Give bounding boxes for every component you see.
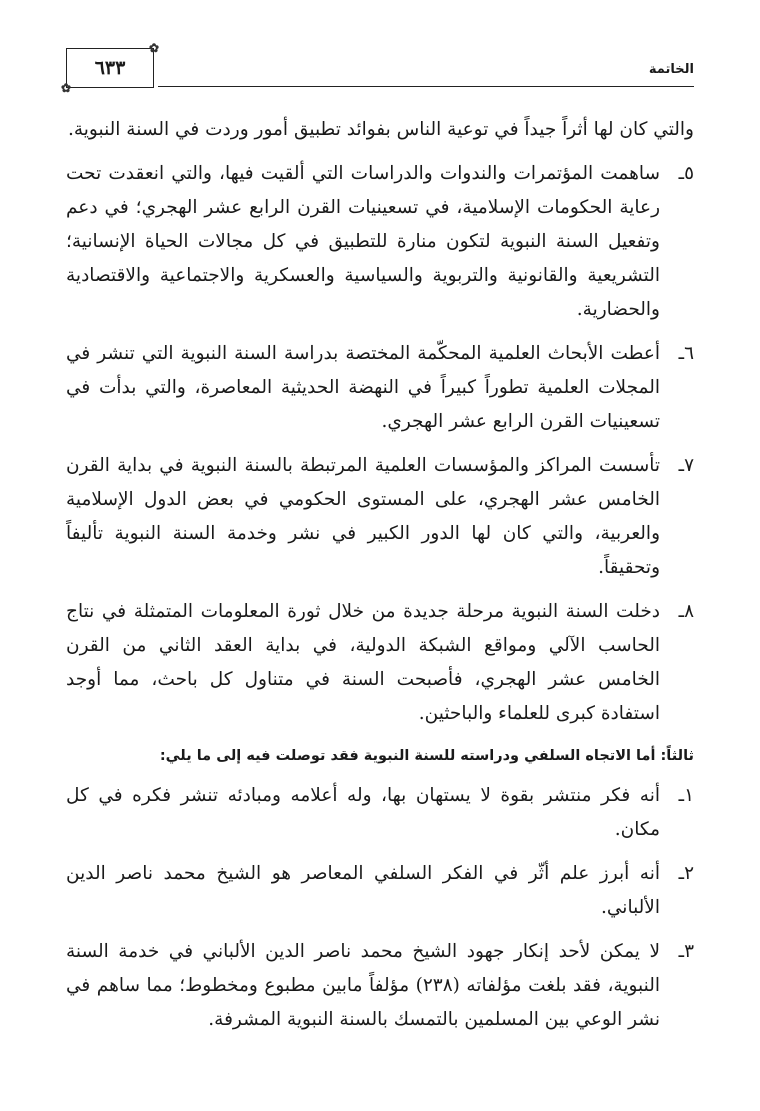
item-number: ١ـ: [678, 785, 694, 806]
item-text: تأسست المراكز والمؤسسات العلمية المرتبطة بالسنة النبوية في بداية القرن الخامس عشر الهجري، على المستوى الحكومي في بعض الدول الإسلامية والعربية، والتي كان لها الدور الكبير في نشر وخدمة السنة النبوية تأليفاً وتحقيقاً.: [66, 455, 660, 578]
item-number: ٨ـ: [678, 601, 694, 622]
page-number-box: [61, 41, 159, 95]
list-item: [66, 157, 694, 327]
item-number: ٥ـ: [678, 163, 694, 184]
item-text: أنه فكر منتشر بقوة لا يستهان بها، وله أعلامه ومبادئه تنشر فكره في كل مكان.: [66, 785, 660, 840]
list-item: [66, 779, 694, 847]
list-item: [66, 337, 694, 439]
item-number: ٧ـ: [678, 455, 694, 476]
list-item: [66, 595, 694, 731]
chapter-title: الخاتمة: [648, 62, 694, 77]
item-text: أعطت الأبحاث العلمية المحكّمة المختصة بدراسة السنة النبوية التي تنشر في المجلات العلمية تطوراً كبيراً في النهضة الحديثية المعاصرة، والتي بدأت في تسعينيات القرن الرابع عشر الهجري.: [66, 343, 660, 432]
item-text: دخلت السنة النبوية مرحلة جديدة من خلال ثورة المعلومات المتمثلة في نتاج الحاسب الآلي ومواقع الشبكة الدولية، في بداية العقد الثاني من القرن الخامس عشر الهجري، فأصبحت السنة في متناول كل باحث، مما أوجد استفادة كبرى للعلماء والباحثين.: [66, 601, 660, 724]
header-divider: [158, 86, 694, 87]
item-number: ٣ـ: [678, 941, 694, 962]
corner-ornament-icon: ✿: [61, 81, 72, 95]
item-number: ٢ـ: [678, 863, 694, 884]
page-number: ٦٣٣: [94, 57, 126, 79]
page-body: [66, 113, 694, 1047]
item-text: لا يمكن لأحد إنكار جهود الشيخ محمد ناصر الدين الألباني في خدمة السنة النبوية، فقد بلغت مؤلفاته (٢٣٨) مؤلفاً مابين مطبوع ومخطوط؛ مما ساهم في نشر الوعي بين المسلمين بالتمسك بالسنة النبوية المشرفة.: [66, 941, 660, 1030]
list-item: [66, 857, 694, 925]
intro-paragraph: والتي كان لها أثراً جيداً في توعية الناس بفوائد تطبيق أمور وردت في السنة النبوية.: [67, 119, 694, 140]
list-item: [66, 935, 694, 1037]
section-heading: ثالثاً: أما الاتجاه السلفي ودراسته للسنة النبوية فقد توصلت فيه إلى ما يلي:: [159, 748, 694, 764]
item-text: أنه أبرز علم أثّر في الفكر السلفي المعاصر هو الشيخ محمد ناصر الدين الألباني.: [66, 863, 660, 918]
item-number: ٦ـ: [678, 343, 694, 364]
corner-ornament-icon: ✿: [148, 41, 159, 55]
page-header: [61, 41, 694, 95]
item-text: ساهمت المؤتمرات والندوات والدراسات التي ألقيت فيها، والتي انعقدت تحت رعاية الحكومات الإسلامية، في تسعينيات القرن الرابع عشر الهجري؛ في دعم وتفعيل السنة النبوية لتكون منارة للتطبيق في كل مجالات الحياة الإنسانية؛ التشريعية والقانونية والتربوية والسياسية والعسكرية والاجتماعية والاقتصادية والحضارية.: [66, 163, 660, 320]
list-item: [66, 449, 694, 585]
